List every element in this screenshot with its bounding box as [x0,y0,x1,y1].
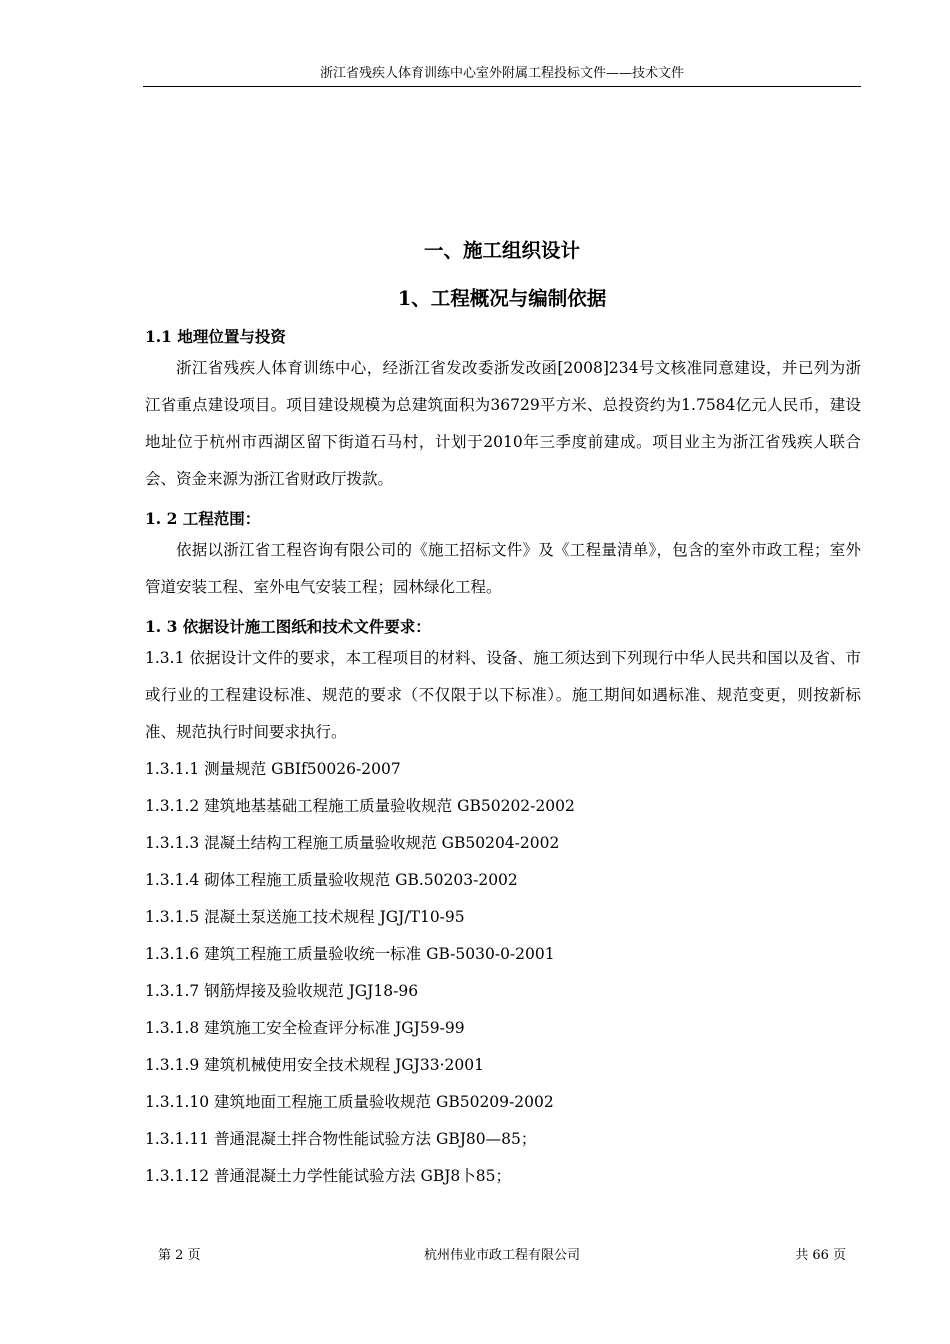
company-name: 杭州伟业市政工程有限公司 [423,1248,580,1263]
paragraph-1-3-1: 1.3.1 依据设计文件的要求，本工程项目的材料、设备、施工须达到下列现行中华人民共和国以及省、市或行业的工程建设标准、规范的要求（不仅限于以下标准）。施工期间如遇标准、规范变更，则按新标准、规范执行时间要求执行。 [145,649,861,741]
standard-item: 1.3.1.4 砌体工程施工质量验收规范 GB.50203-2002 [145,871,518,889]
document-body [145,324,861,1195]
standard-item: 1.3.1.6 建筑工程施工质量验收统一标准 GB-5030-0-2001 [145,945,555,963]
section-title: 1、工程概况与编制依据 [397,287,607,310]
standard-item: 1.3.1.9 建筑机械使用安全技术规程 JGJ33·2001 [145,1056,484,1074]
standard-item: 1.3.1.8 建筑施工安全检查评分标准 JGJ59-99 [145,1019,465,1037]
standard-item: 1.3.1.1 测量规范 GBIf50026-2007 [145,760,401,778]
page-footer [143,1244,861,1268]
page-number: 第 2 页 [158,1248,201,1263]
standard-item: 1.3.1.3 混凝土结构工程施工质量验收规范 GB50204-2002 [145,834,560,852]
paragraph-1-2: 依据以浙江省工程咨询有限公司的《施工招标文件》及《工程量清单》，包含的室外市政工程；室外管道安装工程、室外电气安装工程；园林绿化工程。 [145,541,861,596]
heading-1-1: 1.1 地理位置与投资 [145,327,286,346]
heading-1-2: 1. 2 工程范围： [145,509,261,528]
paragraph-1-1: 浙江省残疾人体育训练中心，经浙江省发改委浙发改函[2008]234号文核准同意建设，并已列为浙江省重点建设项目。项目建设规模为总建筑面积为36729平方米、总投资约为1.7584亿元人民币，建设地址位于杭州市西湖区留下街道石马村，计划于2010年三季度前建成。项目业主为浙江省残疾人联合会、资金来源为浙江省财政厅拨款。 [145,359,861,488]
standard-item: 1.3.1.7 钢筋焊接及验收规范 JGJ18-96 [145,982,419,1000]
total-pages: 共 66 页 [795,1248,846,1263]
chapter-title: 一、施工组织设计 [423,239,580,262]
standard-item: 1.3.1.2 建筑地基基础工程施工质量验收规范 GB50202-2002 [145,797,575,815]
standards-list [145,751,861,1195]
page-header [143,64,861,87]
standard-item: 1.3.1.12 普通混凝土力学性能试验方法 GBJ8卜85； [145,1167,512,1185]
heading-1-3: 1. 3 依据设计施工图纸和技术文件要求： [145,617,431,636]
standard-item: 1.3.1.11 普通混凝土拌合物性能试验方法 GBJ80—85； [145,1130,537,1148]
header-title: 浙江省残疾人体育训练中心室外附属工程投标文件——技术文件 [319,66,684,81]
standard-item: 1.3.1.10 建筑地面工程施工质量验收规范 GB50209-2002 [145,1093,554,1111]
standard-item: 1.3.1.5 混凝土泵送施工技术规程 JGJ/T10-95 [145,908,465,926]
